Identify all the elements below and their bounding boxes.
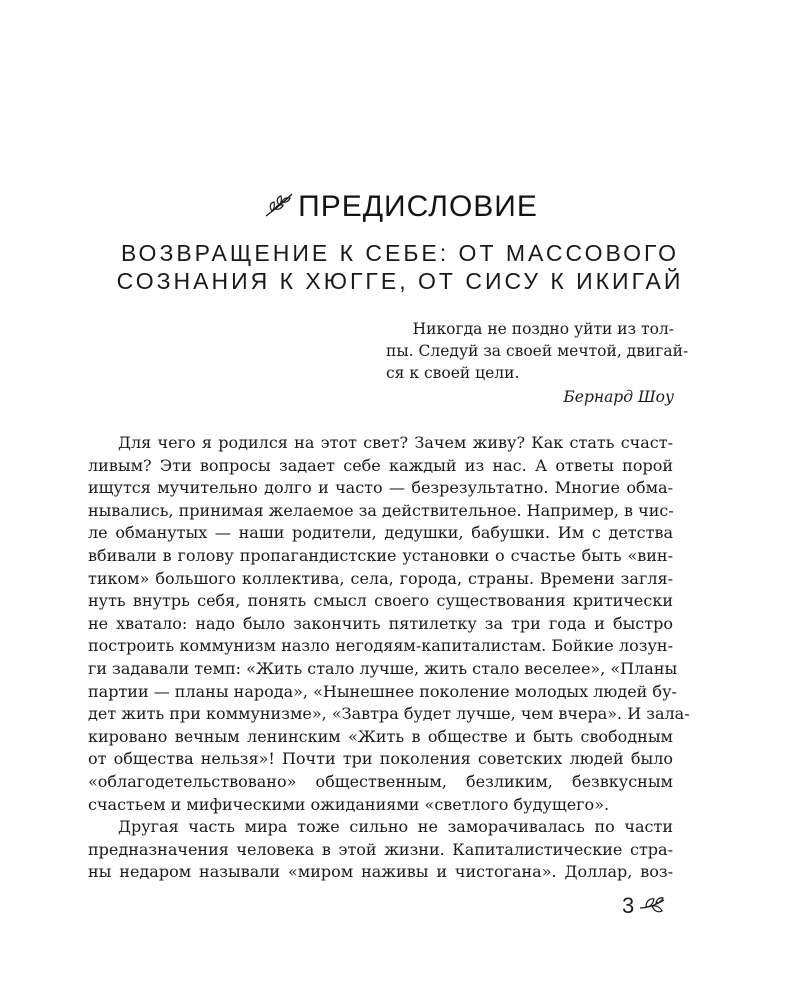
body-line: ны недаром называли «миром наживы и чистогана». Доллар, воз- [88,862,673,882]
body-text [88,432,690,884]
body-line: кировано вечным ленинским «Жить в обществе и быть свободным [88,726,673,746]
chapter-title-text: ПРЕДИСЛОВИЕ [298,190,538,223]
body-line: Другая часть мира тоже сильно не заморачивалась по части [118,817,673,837]
body-line: не хватало: надо было закончить пятилетку за три года и быстро [88,613,673,633]
body-line: вбивали в голову пропагандистские установки о счастье быть «вин- [88,545,673,565]
epigraph-author: Бернард Шоу [563,388,674,406]
body-line: нывались, принимая желаемое за действительное. Например, в чис- [88,500,674,520]
page-footer [622,893,666,919]
body-line: ле обманутых — наши родители, дедушки, бабушки. Им с детства [88,523,673,543]
chapter-title [0,190,800,224]
body-line: ги задавали темп: «Жить стало лучше, жить стало веселее», «Планы [88,658,678,678]
epigraph-line: пы. Следуй за своей мечтой, двигай- [386,342,689,360]
body-line: «облагодетельствовано» общественным, безликим, безвкусным [88,771,673,791]
body-line: предназначения человека в этой жизни. Капиталистические стра- [88,839,673,859]
body-line: дет жить при коммунизме», «Завтра будет лучше, чем вчера». И зала- [88,704,690,724]
body-line: ливым? Эти вопросы задает себе каждый из нас. А ответы порой [88,455,673,475]
sprig-icon [262,190,296,220]
body-line: партии — планы народа», «Нынешнее поколение молодых людей бу- [88,681,677,701]
page-number: 3 [622,893,635,918]
body-line: от общества нельзя»! Почти три поколения советских людей было [88,749,673,769]
body-line: построить коммунизм назло негодяям-капиталистам. Бойкие лозун- [88,636,673,656]
body-line: счастьем и мифическими ожиданиями «светлого будущего». [88,794,610,814]
chapter-subtitle-line-2: СОЗНАНИЯ К ХЮГГЕ, ОТ СИСУ К ИКИГАЙ [116,268,684,294]
leaf-icon [638,894,666,918]
body-line: нуть внутрь себя, понять смысл своего существования критически [88,591,673,611]
body-line: Для чего я родился на этот свет? Зачем живу? Как стать счаст- [118,433,673,452]
epigraph-line: ся к своей цели. [386,364,520,382]
body-line: ищутся мучительно долго и часто — безрезультатно. Многие обма- [88,478,673,498]
epigraph-line: Никогда не поздно уйти из тол- [412,320,674,338]
chapter-subtitle-line-1: ВОЗВРАЩЕНИЕ К СЕБЕ: ОТ МАССОВОГО [120,240,680,266]
body-line: тиком» большого коллектива, села, города, страны. Времени загля- [88,568,673,588]
epigraph [386,318,689,408]
